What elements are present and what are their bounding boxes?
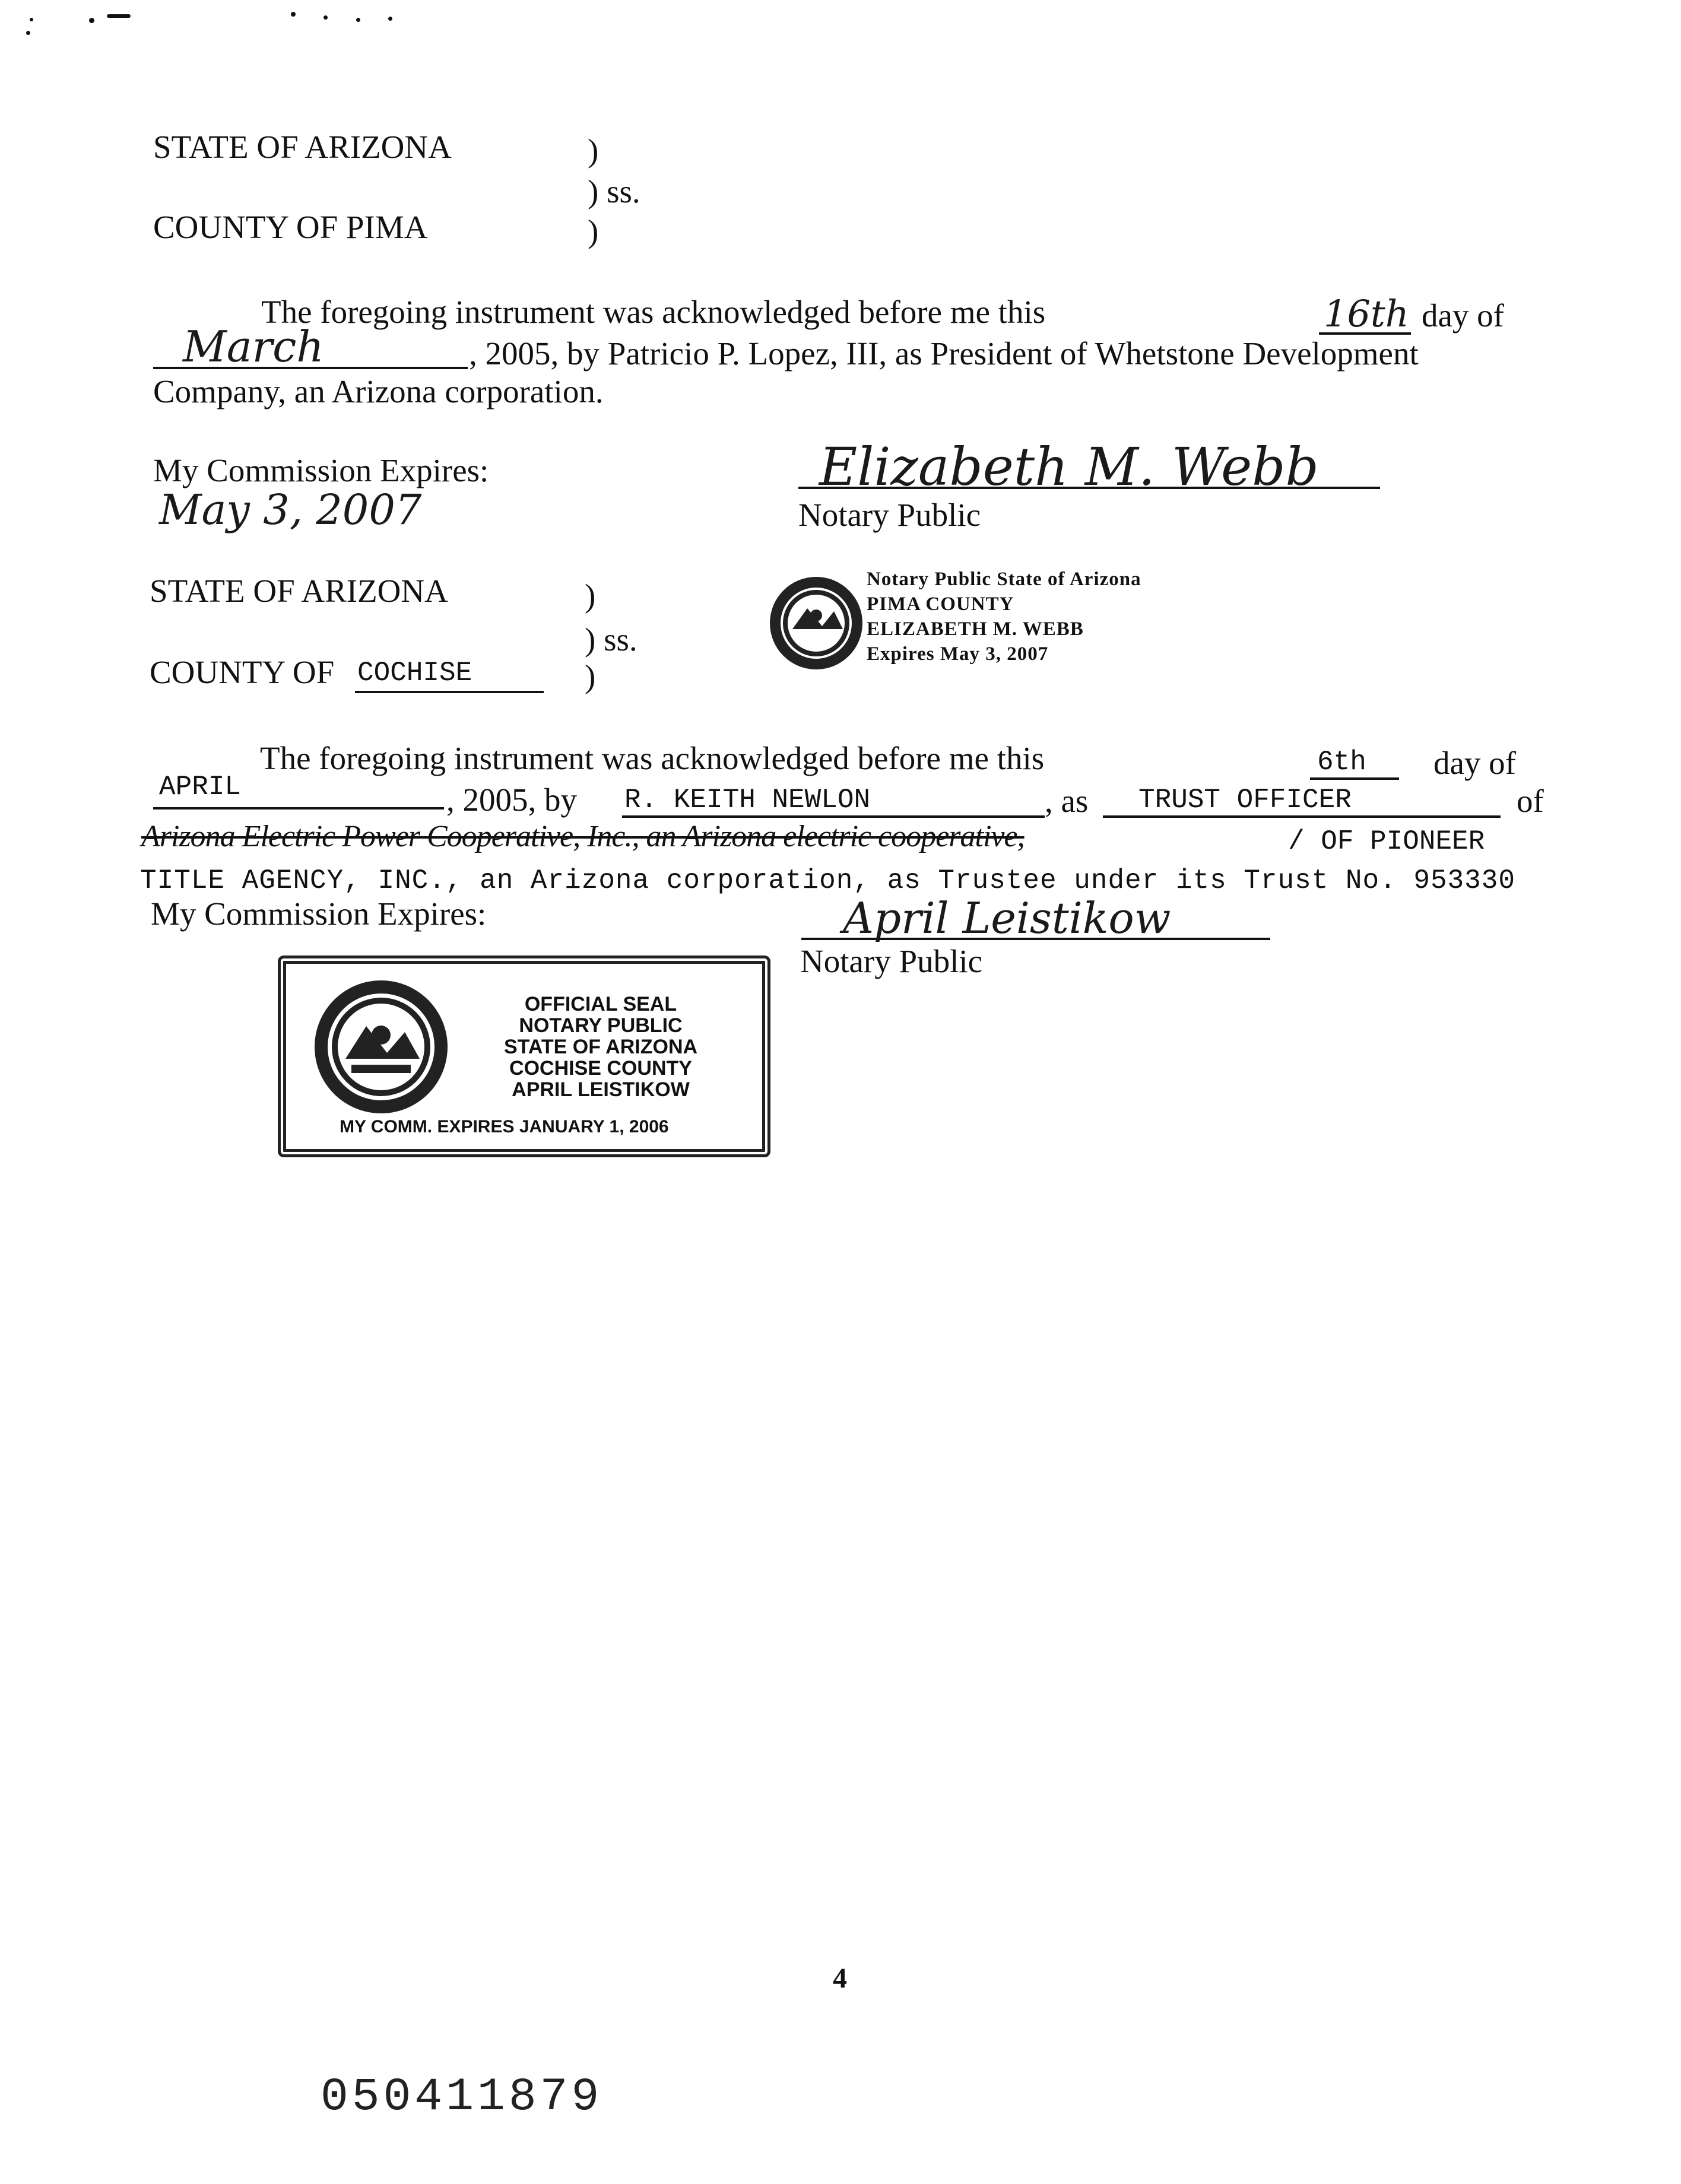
name-field-2	[622, 781, 1045, 818]
ack-text-4: The foregoing instrument was acknowledged before me this	[260, 740, 1045, 776]
cochise-seal-line-2: NOTARY PUBLIC	[519, 1014, 683, 1037]
month-field-1	[153, 322, 468, 372]
paren-2b: )	[585, 658, 596, 694]
county-value-2: COCHISE	[357, 658, 472, 688]
month-value-2: APRIL	[159, 772, 242, 802]
county-field-2	[355, 655, 544, 693]
pima-seal-line-3: ELIZABETH M. WEBB	[867, 618, 1084, 640]
paren-1a: )	[588, 132, 599, 169]
notary-signature-2: April Leistikow	[843, 893, 1171, 943]
county-label-1: COUNTY OF PIMA	[153, 209, 428, 245]
day-value-1: 16th	[1324, 292, 1409, 335]
month-field-2	[153, 772, 444, 810]
arizona-seal-icon	[766, 573, 867, 674]
cochise-seal-line-1: OFFICIAL SEAL	[524, 993, 677, 1015]
line3-tail-2: / OF PIONEER	[1288, 826, 1485, 857]
pima-notary-seal	[766, 567, 1141, 680]
ss-label-2: ) ss.	[585, 621, 637, 658]
ack-text-3: Company, an Arizona corporation.	[153, 373, 604, 410]
day-of-2: day of	[1433, 745, 1516, 781]
of-text-2: of	[1517, 783, 1544, 819]
state-label-1: STATE OF ARIZONA	[153, 129, 452, 165]
commission-label-2: My Commission Expires:	[151, 896, 487, 932]
title-field-2	[1103, 781, 1501, 818]
year-by-2: , 2005, by	[446, 782, 577, 818]
county-label-2: COUNTY OF	[150, 654, 335, 690]
trustee-line-2: TITLE AGENCY, INC., an Arizona corporation, as Trustee under its Trust No. 953330	[140, 865, 1515, 896]
paren-2a: )	[585, 577, 596, 614]
paren-1b: )	[588, 213, 599, 249]
day-field-1	[1319, 292, 1411, 335]
struck-text-2: Arizona Electric Power Cooperative, Inc., an Arizona electric cooperative,	[141, 820, 1025, 853]
state-label-2: STATE OF ARIZONA	[150, 573, 448, 609]
ack-text-1: The foregoing instrument was acknowledged before me this	[261, 294, 1046, 330]
as-text-2: , as	[1045, 783, 1089, 819]
commission-label-1: My Commission Expires:	[153, 452, 489, 488]
day-of-1: day of	[1422, 297, 1504, 334]
document-number: 050411879	[321, 2071, 603, 2123]
pima-seal-line-1: Notary Public State of Arizona	[867, 569, 1141, 590]
day-field-2	[1310, 744, 1399, 780]
day-value-2: 6th	[1317, 747, 1366, 777]
cochise-seal-line-3: STATE OF ARIZONA	[503, 1036, 698, 1058]
notary-title-1: Notary Public	[798, 497, 981, 533]
cochise-seal-line-5: APRIL LEISTIKOW	[512, 1078, 690, 1101]
cochise-official-seal	[278, 956, 770, 1157]
pima-seal-line-4: Expires May 3, 2007	[867, 643, 1049, 665]
name-value-2: R. KEITH NEWLON	[624, 785, 871, 815]
pima-seal-line-2: PIMA COUNTY	[867, 593, 1014, 615]
notary-title-2: Notary Public	[800, 943, 983, 979]
commission-date-1: May 3, 2007	[159, 485, 422, 534]
ack-text-2: , 2005, by Patricio P. Lopez, III, as President of Whetstone Development	[469, 335, 1419, 372]
ss-label-1: ) ss.	[588, 173, 640, 209]
month-value-1: March	[183, 322, 324, 372]
notary-signature-1: Elizabeth M. Webb	[819, 436, 1319, 497]
arizona-state-seal-icon	[310, 976, 452, 1118]
page-number: 4	[833, 1963, 847, 1994]
title-value-2: TRUST OFFICER	[1138, 785, 1352, 815]
cochise-seal-line-4: COCHISE COUNTY	[509, 1057, 692, 1080]
cochise-seal-line-6: MY COMM. EXPIRES JANUARY 1, 2006	[340, 1117, 669, 1137]
